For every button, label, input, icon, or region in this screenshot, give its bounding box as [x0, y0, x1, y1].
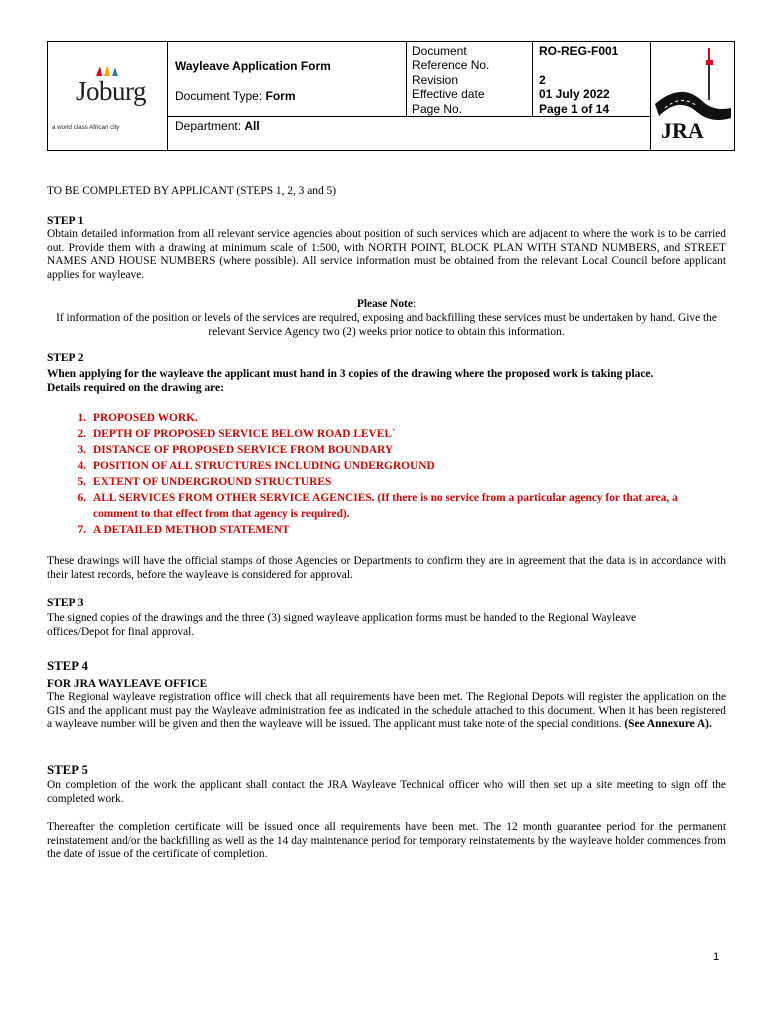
- step4-body: [47, 691, 726, 732]
- note-heading: Please Note: [356, 298, 413, 310]
- jra-tower-road-icon: [651, 42, 735, 150]
- list-item: 7. A DETAILED METHOD STATEMENT: [77, 524, 290, 536]
- step3-body: The signed copies of the drawings and the three (3) signed wayleave application forms must be handed to the Regional Wayleave offices/Depot for final approval.: [47, 612, 637, 638]
- jra-logo-text: JRA: [661, 118, 704, 143]
- step1-heading: STEP 1: [47, 215, 84, 227]
- meta-label-effective-date: Effective date: [412, 87, 485, 102]
- step5-body2: Thereafter the completion certificate will be issued once all requirements have been met. The 12 month guarantee period for the permanent reinstatement and/or the backfilling as well as the 14 day maintenance period for temporary reinstatements by the wayleave holder commences from the date of issue of the certificate of completion.: [47, 821, 726, 861]
- list-item: 4. POSITION OF ALL STRUCTURES INCLUDING UNDERGROUND: [77, 460, 435, 472]
- form-title: Wayleave Application Form: [175, 59, 331, 73]
- step5-heading: STEP 5: [47, 763, 88, 777]
- department-value: All: [244, 119, 260, 133]
- step4-heading: STEP 4: [47, 659, 88, 673]
- jra-logo: [651, 42, 735, 150]
- step3-heading: STEP 3: [47, 597, 84, 609]
- joburg-logo: [48, 42, 167, 150]
- list-item: 2. DEPTH OF PROPOSED SERVICE BELOW ROAD LEVEL`: [77, 428, 396, 440]
- meta-labels: [412, 44, 489, 116]
- note-heading-colon: :: [412, 298, 417, 310]
- step4-subheading: FOR JRA WAYLEAVE OFFICE: [47, 678, 208, 690]
- meta-values: [539, 44, 618, 116]
- step1-note-heading: [47, 298, 726, 312]
- page-no-value: Page 1 of 14: [539, 101, 610, 116]
- document-header-table: [47, 41, 735, 151]
- meta-label-document: Document: [412, 44, 467, 58]
- meta-label-page-no: Page No.: [412, 101, 463, 116]
- revision-value: 2: [539, 72, 546, 87]
- step2-lead: When applying for the wayleave the applicant must hand in 3 copies of the drawing where the proposed work is taking place. Details required on the drawing are:: [47, 368, 654, 394]
- meta-label-revision: Revision: [412, 72, 459, 87]
- joburg-logo-tagline: a world class African city: [52, 124, 120, 131]
- step2-after: These drawings will have the official stamps of those Agencies or Departments to confirm they are in agreement that the data is in accordance with their latest records, before the wayleave is considered for approval.: [47, 555, 726, 581]
- document-type-label: Document Type:: [175, 89, 263, 103]
- step1-body: Obtain detailed information from all relevant service agencies about position of such services which are adjacent to where the work is to be carried out. Provide them with a drawing at minimum scale of 1:500, with NORTH POINT, BLOCK PLAN WITH STAND NUMBERS, and STREET NAMES AND HOUSE NUMBERS (where possible). All service information must be obtained from the relevant Local Council before applicant applies for wayleave.: [47, 228, 726, 281]
- list-item: 5. EXTENT OF UNDERGROUND STRUCTURES: [77, 476, 332, 488]
- list-item: 1. PROPOSED WORK.: [77, 412, 198, 424]
- list-item: 3. DISTANCE OF PROPOSED SERVICE FROM BOUNDARY: [77, 444, 394, 456]
- meta-label-reference: Reference No.: [412, 58, 490, 73]
- department: [175, 119, 260, 133]
- step1-note-body: If information of the position or levels of the services are required, exposing and backfilling these services must be undertaken by hand. Give the relevant Service Agency two (2) weeks prior notice to obtain this information.: [56, 312, 717, 338]
- effective-date-value: 01 July 2022: [539, 87, 610, 102]
- step2-heading: STEP 2: [47, 352, 84, 364]
- joburg-logo-text: Joburg: [76, 76, 147, 106]
- step4-body-text: The Regional wayleave registration office will check that all requirements have been met. The Regional Depots will register the application on the GIS and the applicant must pay the Wayleave administration fee as indicated in the schedule attached to this document. When it has been registered a wayleave number will be given and then the wayleave will be issued. The applicant must take note of the special conditions.: [47, 691, 726, 731]
- document-type-value: Form: [265, 89, 296, 103]
- drawing-requirements-list: [66, 410, 726, 538]
- department-label: Department:: [175, 119, 242, 133]
- reference-number: RO-REG-F001: [539, 44, 619, 58]
- step5-body1: On completion of the work the applicant shall contact the JRA Wayleave Technical officer who will then set up a site meeting to sign off the completed work.: [47, 779, 726, 805]
- document-type: [175, 89, 296, 103]
- page-number: 1: [713, 951, 720, 963]
- intro-line: TO BE COMPLETED BY APPLICANT (STEPS 1, 2, 3 and 5): [47, 185, 337, 197]
- step4-annexure: (See Annexure A).: [624, 718, 712, 731]
- list-item: 6. ALL SERVICES FROM OTHER SERVICE AGENCIES. (If there is no service from a particular agency for that area, a comment to that effect from that agency is required).: [77, 492, 678, 520]
